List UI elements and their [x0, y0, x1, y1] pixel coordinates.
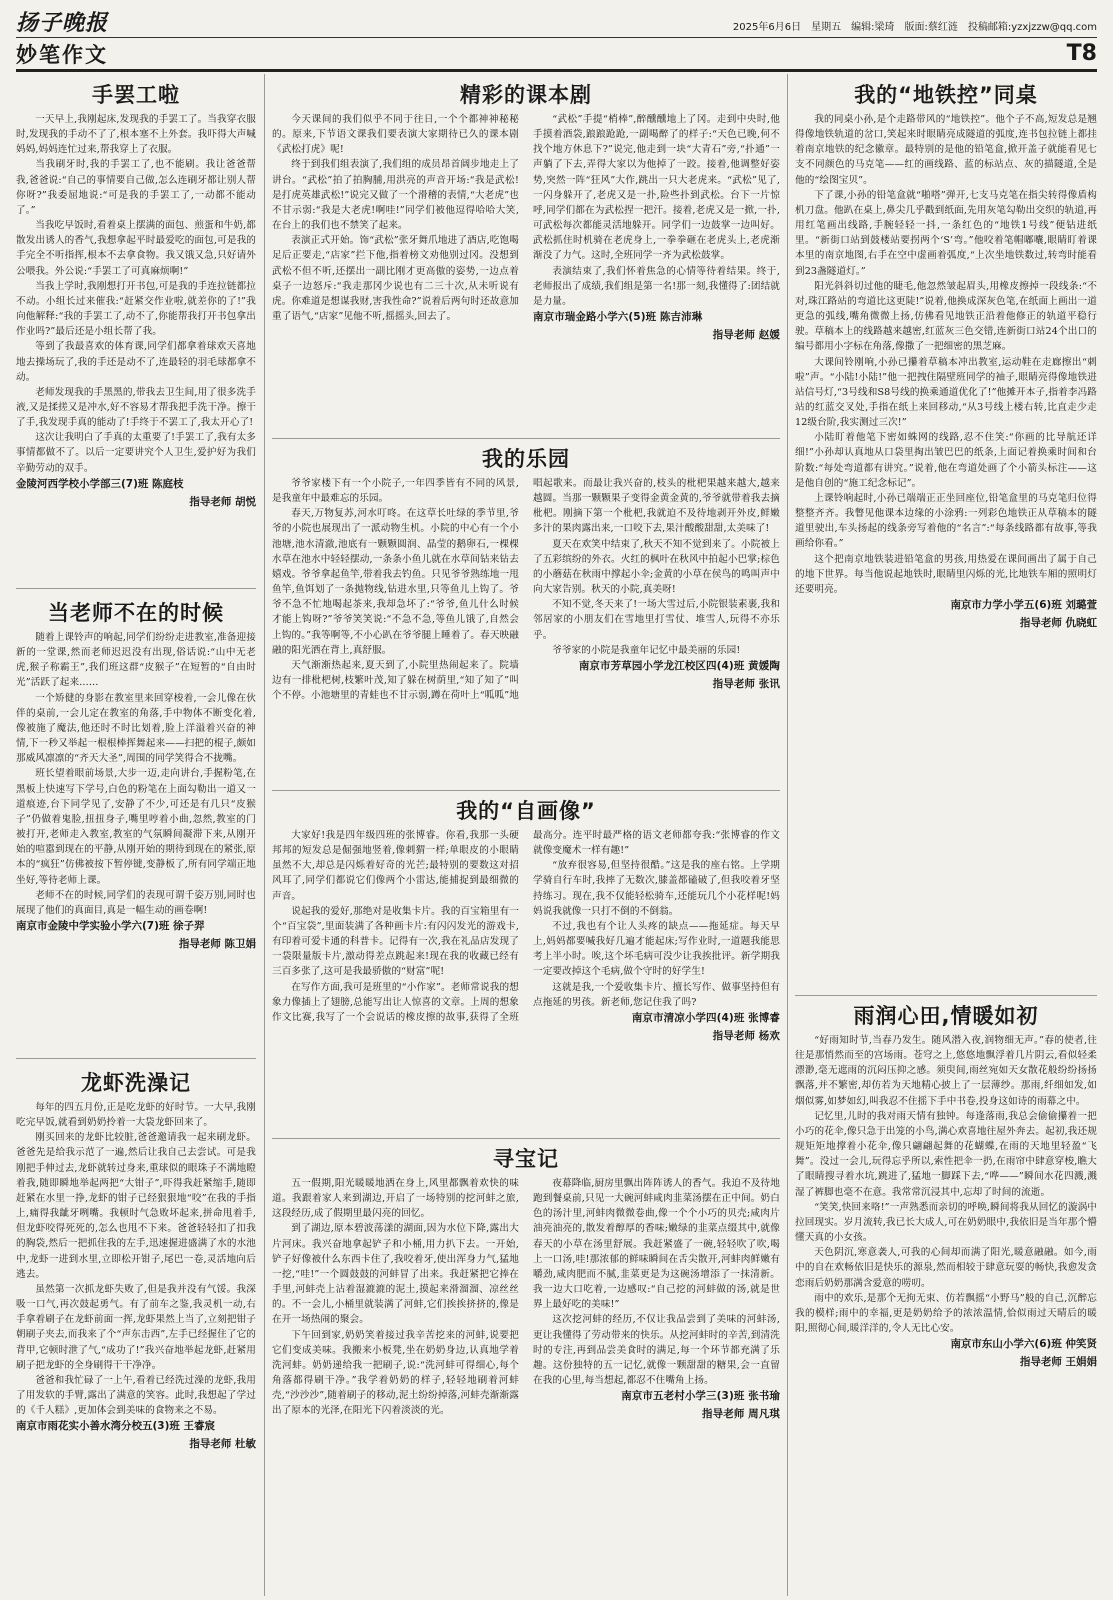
article-title: 当老师不在的时候 — [48, 601, 224, 625]
author-school: 南京市金陵中学实验小学六(7)班 徐子羿 — [16, 919, 205, 932]
submission-email: 投稿邮箱:yzxjzzw@qq.com — [967, 22, 1097, 33]
section-divider — [272, 790, 780, 791]
paragraph: 一天早上,我刚起床,发现我的手罢工了。当我穿衣服时,发现我的手动不了了,根本塞不上外套。我吓得大声喊妈妈,妈妈连忙过来,帮我穿上了衣服。 — [16, 114, 256, 156]
author-school: 南京市五老村小学三(3)班 张书瑜 — [621, 1390, 780, 1403]
section-name: 妙笔作文 — [16, 41, 108, 67]
paragraph: 班长望着眼前场景,大步一迈,走向讲台,手握粉笔,在黑板上快速写下学号,白色的粉笔在上面勾勒出一道又一道痕迹,台下同学见了,安静了不少,可还是有几只“皮猴子”仍做着鬼脸,扭扭身子,嘴里哼着小曲,忽然,教室的门被打开,老师走入教室,教室的气氛瞬间凝滞下来,从刚开始的喧嚣到现在的平静,从刚开始的期待到现在的紧张,原本的“疯狂”仿佛被按下暂停键,变静板了,所有同学端正地坐好,等待老师上课。 — [16, 768, 256, 886]
paragraph: 阳光斜斜切过他的睫毛,他忽然皱起眉头,用橡皮擦掉一段线条:“不对,珠江路站的弯道比这更陡!”说着,他换成深灰色笔,在纸面上画出一道更急的弧线,嘴角微微上扬,仿佛看见地铁正沿着他修正的轨道平稳行驶。草稿本上的线路越来越密,红蓝灰三色交错,连新街口站24个出口的编号都用小字标在角落,像撒了一把细密的黑芝麻。 — [795, 280, 1097, 353]
instructor: 指导老师 周凡琪 — [702, 1408, 780, 1421]
article-credit — [16, 476, 256, 512]
article-treasure-hunt — [272, 1142, 780, 1596]
paragraph: 这次挖河蚌的经历,不仅让我品尝到了美味的河蚌汤,更让我懂得了劳动带来的快乐。从挖河蚌时的辛苦,到清洗时的专注,再到品尝美食时的满足,每一个环节都充满了乐趣。这份独特的五一记忆,就像一颗甜甜的糖果,会一直留在我的心里,每当想起,都忍不住嘴角上扬。 — [533, 1314, 780, 1387]
article-credit — [533, 1010, 780, 1046]
paragraph: 在写作方面,我可是班里的“小作家”。老师常说我的想象力像插上了翅膀,总能写出让人惊喜的文章。上周的想象作文比赛,我写了一个会说话的橡皮擦的故事,获得了全班最高分。连平时最严格的语文老师都夸我:“张博睿的作文就像变魔术一样有趣!” — [272, 830, 780, 1023]
article-subway-deskmate — [795, 78, 1097, 991]
paragraph: 今天课间的我们似乎不同于往日,一个个都神神秘秘的。原来,下节语文课我们要表演大家期待已久的课本剧《武松打虎》呢! — [272, 114, 519, 156]
instructor: 指导老师 仇晓虹 — [1019, 616, 1097, 629]
paragraph: 天色阴沉,寒意袭人,可我的心间却而满了阳光,暖意融融。如今,雨中的自在欢畅依旧是快乐的源泉,然而相较于肆意玩耍的畅快,我愈发贪恋雨后奶奶那满含爱意的唠叨。 — [795, 1247, 1097, 1289]
paragraph: 当我上学时,我刚想打开书包,可是我的手连拉链都拉不动。小组长过来催我:“赶紧交作业啦,就差你的了!”我向他解释:“我的手罢工了,动不了,你能帮我打开书包拿出作业吗?”最后还是小组长帮了我。 — [16, 280, 256, 338]
section-divider — [16, 588, 256, 589]
masthead-info — [733, 18, 1097, 37]
paragraph: 这就是我,一个爱收集卡片、擅长写作、做事坚持但有点拖延的男孩。新老师,您记住我了吗? — [533, 981, 780, 1008]
paragraph: 不过,我也有个让人头疼的缺点——拖延症。每天早上,妈妈都要喊我好几遍才能起床;写作业时,一道题我能思考上半小时。唉,这个坏毛病可没少让我挨批评。新学期我一定要改掉这个毛病,做个守时的好学生! — [533, 920, 780, 978]
paragraph: 当我刷牙时,我的手罢工了,也不能刷。我让爸爸帮我,爸爸说:“自己的事情要自己做,怎么连刷牙都让别人帮你呀?”我委屈地说:“可是我的手罢工了,一动都不能动了。” — [16, 159, 256, 216]
paragraph: 大家好!我是四年级四班的张博睿。你看,我那一头硬邦邦的短发总是倔强地竖着,像刺猬一样;单眼皮的小眼睛虽然不大,却总是闪烁着好奇的光芒;最特别的要数这对招风耳了,同学们都说它们像两个小雷达,能捕捉到最细微的声音。 — [272, 830, 519, 902]
article-credit — [533, 658, 780, 694]
article-body — [16, 1100, 256, 1418]
article-credit — [16, 1418, 256, 1454]
instructor: 指导老师 陈卫娟 — [178, 937, 256, 950]
paragraph: 爷爷家楼下有一个小院子,一年四季皆有不同的风景,是我童年中最难忘的乐园。 — [272, 478, 519, 505]
editor-credit: 编辑:梁琦 — [851, 22, 895, 33]
paragraph: 这次让我明白了手真的太重要了!手罢工了,我有太多事情都做不了。以后一定要讲究个人卫生,爱护好为我们辛勤劳动的双手。 — [16, 432, 256, 474]
paragraph: “好雨知时节,当春乃发生。随风潜入夜,润物细无声。”春的使者,往往是那悄然而至的宫场雨。苍穹之上,悠悠地飘浮着几片阴云,看似轻柔漂渺,毫无遮雨的沉闷压抑之感。须臾间,雨丝宛如天女散花般纷纷扬扬飘落,并不繁密,却仿若为天地精心披上了一层薄纱。那雨,纤细如发,如烟似雾,如梦如幻,叫我忍不住摇下手中书卷,投身这如诗的雨幕之中。 — [795, 1035, 1097, 1107]
paragraph: 等到了我最喜欢的体育课,同学们都拿着球欢天喜地地去操场玩了,我的手还是动不了,连最轻的羽毛球都拿不动。 — [16, 341, 256, 383]
article-teacher-absent — [16, 596, 256, 1054]
paragraph: “武松”手提“梢棒”,醉醺醺地上了冈。走到中央时,他手摸着酒袋,踉踉跄跄,一副喝醉了的样子:“天色已晚,何不找个地方休息下?”说完,他走到一块“大青石”旁,“扑通”一声躺了下去,弄得大家以为他掉了一跤。接着,他调整好姿势,突然一阵“狂风”大作,跳出一只大老虎来。“武松”见了,一闪身躲开了,老虎又是一扑,险些扑到武松。台下一片惊呼,同学们都在为武松捏一把汗。接着,老虎又是一掀,一扑,可武松每次都能灵活地躲开。同学们一边鼓掌一边叫好。武松抓住时机骑在老虎身上,一拳拳砸在老虎头上,老虎渐渐没了力气。这时,全班同学一齐为武松鼓掌。 — [533, 114, 780, 262]
paragraph: 夜幕降临,厨房里飘出阵阵诱人的香气。我迫不及待地跑到餐桌前,只见一大碗河蚌咸肉韭菜汤摆在正中间。奶白色的汤汁里,河蚌肉微微卷曲,像一个个小巧的贝壳;咸肉片油亮油亮的,散发着醇厚的香味;嫩绿的韭菜点缀其中,就像春天的小草在汤里舒展。我赶紧盛了一碗,轻轻吹了吹,喝上一口汤,哇!那浓郁的鲜味瞬间在舌尖散开,河蚌肉鲜嫩有嚼劲,咸肉肥而不腻,韭菜更是为这碗汤增添了一抹清新。我一边大口吃着,一边感叹:“自己挖的河蚌做的汤,就是世界上最好吃的美味!” — [533, 1178, 780, 1311]
article-hands-strike — [16, 78, 256, 584]
article-crayfish-bath — [16, 1066, 256, 1596]
author-school: 南京市东山小学六(6)班 仲笑贤 — [950, 1338, 1097, 1351]
article-textbook-play — [272, 78, 780, 434]
column-divider — [787, 74, 788, 1596]
article-body — [272, 1176, 780, 1424]
instructor: 指导老师 张讯 — [712, 677, 780, 690]
article-body — [16, 112, 256, 476]
author-school: 南京市芳草园小学龙江校区四(4)班 黄媛陶 — [578, 659, 780, 672]
article-credit — [533, 1388, 780, 1424]
paragraph: 夏天在欢笑中结束了,秋天不知不觉到来了。小院被上了五彩缤纷的外衣。火红的枫叶在秋风中拍起小巴掌;棕色的小蘑菇在秋雨中撑起小伞;金黄的小草在侯鸟的鸣叫声中向大家告别。秋天的小院,真美呀! — [533, 538, 780, 596]
column-divider — [264, 74, 265, 1596]
paragraph: 到了湖边,原本碧波荡漾的湖面,因为水位下降,露出大片河床。我兴奋地拿起铲子和小桶,用力扒下去。一开始,铲子好像被什么东西卡住了,我咬着牙,使出浑身力气,猛地一挖,“哇!”一个圆鼓鼓的河蚌冒了出来。我赶紧把它捧在手里,河蚌壳上沾着湿漉漉的泥土,摸起来滑溜溜、凉丝丝的。不一会儿,小桶里就装满了河蚌,它们挨挨挤挤的,像是在开一场热闹的聚会。 — [272, 1223, 519, 1326]
paragraph: 老师不在的时候,同学们的表现可谓千姿万别,同时也展现了他们的真面目,真是一幅生动的画卷啊! — [16, 889, 256, 916]
instructor: 指导老师 王娟娟 — [1019, 1355, 1097, 1368]
paragraph: 每年的四五月份,正是吃龙虾的好时节。一大早,我刚吃完早饭,就看到奶奶拎着一大袋龙虾回来了。 — [16, 1102, 256, 1129]
paragraph: “笑笑,快回来咯!”一声熟悉而亲切的呼唤,瞬间将我从回忆的漩涡中拉回现实。岁月流转,我已长大成人,可在奶奶眼中,我依旧是当年那个懵懂天真的小女孩。 — [795, 1201, 1097, 1244]
article-my-paradise — [272, 442, 780, 786]
instructor: 指导老师 杨欢 — [712, 1029, 780, 1042]
paragraph: 大课间铃刚响,小孙已攥着草稿本冲出教室,运动鞋在走廊擦出“刺啦”声。“小陆!小陆!”他一把拽住隔壁班同学的袖子,眼睛亮得像地铁进站信号灯,“3号线和S8号线的换乘通道优化了!”他摊开本子,指着李冯路站的红蓝交叉处,手指在纸上来回移动,“从3号线上楼右转,比直走少走12级台阶,我实测过三次!” — [795, 356, 1097, 429]
paragraph: 我的同桌小孙,是个走路带风的“地铁控”。他个子不高,短发总是翘得像地铁轨道的岔口,笑起来时眼睛亮成隧道的弧度,连书包拉链上都挂着南京地铁的纪念徽章。最特别的是他的铅笔盒,掀开盖子就能看见七支不同颜色的马克笔——红的画线路、蓝的标站点、灰的描隧道,全是他的“绘图宝贝”。 — [795, 114, 1097, 186]
section-bar — [16, 38, 1097, 72]
paragraph: 老师发现我的手黑黑的,带我去卫生间,用了很多洗手液,又是揉搓又是冲水,好不容易才帮我把手洗干净。擦干了手,我发现手真的能动了!手终于不罢工了,我太开心了! — [16, 386, 256, 429]
section-divider — [272, 438, 780, 439]
author-school: 南京市雨花实小善水湾分校五(3)班 王睿宸 — [16, 1420, 216, 1433]
article-title: 精彩的课本剧 — [460, 83, 592, 107]
paragraph: 随着上课铃声的响起,同学们纷纷走进教室,准备迎接新的一堂课,然而老师迟迟没有出现,俗话说:“山中无老虎,猴子称霸王”,我们班这群“皮猴子”在短暂的“自由时光”活跃了起来…… — [16, 632, 256, 689]
paragraph: 小陆盯着他笔下密如蛛网的线路,忍不住笑:“你画的比导航还详细!”小孙却认真地从口袋里掏出皱巴巴的纸条,上面记着换乘时间和台阶数:“每处弯道都有讲究。”说着,他在弯道处画了个小箭头标注——这是他自创的“施工纪念标记”。 — [795, 432, 1097, 489]
article-title: 我的“自画像” — [456, 799, 596, 823]
paragraph: 爷爷家的小院是我童年记忆中最美丽的乐园! — [552, 644, 741, 656]
article-credit — [795, 597, 1097, 633]
section-divider — [795, 995, 1097, 996]
layout-credit: 版面:蔡红涟 — [904, 22, 958, 33]
masthead — [16, 8, 1097, 38]
article-credit — [16, 918, 256, 954]
issue-date: 2025年6月6日 — [732, 22, 802, 33]
article-rain-warmth — [795, 999, 1097, 1596]
article-body — [272, 112, 780, 345]
article-credit — [533, 309, 780, 345]
paragraph: 表演正式开始。饰“武松”张牙舞爪地进了酒店,吃饱喝足后正要走,“店家”拦下他,指着榜文劝他别过冈。没想到武松不但不听,还摆出一副比刚才更高傲的姿势,一边点着桌子一边怒斥:“我走那冈少说也有二三十次,从未听说有虎。你难道是想谋我财,害我性命?”说着后两句时还故意加重了语气,“店家”见他不听,摇摇头,回去了。 — [272, 235, 519, 323]
paragraph: 天气渐渐热起来,夏天到了,小院里热闹起来了。院墙边有一排枇杷树,枝繁叶茂,知了躲在树荫里,“知了知了”叫个不停。小池塘里的青蛙也不甘示弱,蹲在荷叶上“呱呱”地唱起歌来。而最让我兴奋的,枝头的枇杷果越来越大,越来越圆。当那一颗颗果子变得金黄金黄的,爷爷就带着我去摘枇杷。刚摘下第一个枇杷,我就迫不及待地剥开外皮,鲜嫩多汁的果肉露出来,一口咬下去,果汁酸酸甜甜,太美味了! — [272, 478, 780, 702]
paragraph: 下了课,小孙的铅笔盒就“啪嗒”弹开,七支马克笔在指尖转得像盾构机刀盘。他趴在桌上,鼻尖几乎戳到纸面,先用灰笔勾勒出交织的轨道,再用红笔画出线路,手腕轻轻一抖,一条红色的“地铁1号线”便钻进纸里。“新街口站到鼓楼站要拐两个‘S’弯。”他咬着笔帽嘟囔,眼睛盯着课本里的南京地图,右手在空中虚画着弧度,“上次坐地铁数过,转弯时能看到23盏隧道灯。” — [795, 189, 1097, 277]
author-school: 南京市清凉小学四(4)班 张博睿 — [631, 1011, 780, 1024]
paragraph: 表演结束了,我们怀着焦急的心情等待着结果。终于,老师报出了成绩,我们组是第一名!那一刻,我懂得了:团结就是力量。 — [533, 265, 780, 307]
instructor: 指导老师 胡悦 — [189, 495, 256, 508]
instructor: 指导老师 杜敏 — [189, 1438, 256, 1451]
article-body — [16, 630, 256, 918]
paragraph: 刚买回来的龙虾比较脏,爸爸邀请我一起来刷龙虾。爸爸先是给我示范了一遍,然后让我自己去尝试。可是我刚把手伸过去,龙虾就转过身来,重球似的眼珠子不满地瞪着我,随即瞬地举起两把“大钳子”,吓得我赶紧缩手,随即赶紧在水里一挣,龙虾的钳子已经狠狠地“咬”在我的手指上,痛得我龇牙咧嘴。我顿时气急败坏起来,拼命甩着手,但龙虾咬得死死的,怎么也甩不下来。爸爸轻轻扣了扣我的胸袋,然后一把抓住我的左手,迅速握进盛满了水的水池中,龙虾一进到水里,立即松开钳子,尾巴一卷,灵活地向后逃去。 — [16, 1132, 256, 1280]
paragraph: 春天,万物复苏,河水叮咚。在这草长吐绿的季节里,爷爷的小院也展现出了一派动物生机。小院的中心有一个小池塘,池水清澈,池底有一颗颗圆润、晶莹的鹅卵石,一棵棵水草在池水中轻轻摆动,一条条小鱼儿就在水草间钻来钻去嬉戏。爷爷拿起鱼竿,带着我去钓鱼。只见爷爷熟练地一甩鱼竿,鱼饵划了一条抛物线,钻进水里,只等鱼儿上钩了。爷爷不急不忙地喝起茶来,我却急坏了:“爷爷,鱼儿什么时候才能上钩呀?”爷爷笑笑说:“不急不急,等鱼儿饿了,自然会上钩的。”我等啊等,不小心趴在爷爷腿上睡着了。春天映融融的阳光洒在背上,真舒服。 — [272, 508, 519, 656]
article-self-portrait — [272, 794, 780, 1134]
paragraph: 终于到我们组表演了,我们组的成员昂首阔步地走上了讲台。“武松”拍了拍胸脯,用洪亮的声音开场:“我是武松!是打虎英雄武松!”说完又做了一个滑稽的表情,“大老虎”也不甘示弱:“我是大老虎!啊哇!”同学们被他逗得哈哈大笑,在台上的我们也不禁笑了起来。 — [272, 159, 519, 232]
issue-weekday: 星期五 — [811, 22, 842, 33]
article-title: 手罢工啦 — [92, 83, 180, 107]
paragraph: 雨中的欢乐,是那个无拘无束、仿若飘摇“小野马”般的自己,沉醉忘我的模样;雨中的幸福,更是奶奶给予的浓浓温情,恰似雨过天晴后的暖阳,照彻心间,暖洋洋的,令人无比心安。 — [795, 1292, 1097, 1334]
section-divider — [16, 1058, 256, 1059]
paragraph: 爸爸和我忙碌了一上午,看着已经洗过澡的龙虾,我用了用发软的手臂,露出了满意的笑容。此时,我想起了学过的《千人糕》,更加体会到美味的食物来之不易。 — [16, 1374, 256, 1417]
article-title: 我的“地铁控”同桌 — [854, 83, 1038, 107]
author-school: 金陵河西学校小学部三(7)班 陈庭枝 — [16, 477, 184, 490]
article-body — [272, 828, 780, 1046]
article-title: 我的乐园 — [482, 447, 570, 471]
paragraph: 五一假期,阳光暖暖地洒在身上,风里都飘着欢快的味道。我跟着家人来到湖边,开启了一场特别的挖河蚌之旅,这段经历,成了假期里最闪亮的回忆。 — [272, 1178, 519, 1220]
article-body — [272, 476, 780, 703]
paragraph: 不知不觉,冬天来了!一场大雪过后,小院银装素裹,我和邻居家的小朋友们在雪地里打雪仗、堆雪人,玩得不亦乐乎。 — [533, 599, 780, 641]
paragraph: 一个矫健的身影在教室里来回穿梭着,一会儿像在伙伴的桌前,一会儿定在教室的角落,手中物体不断变化着,像被施了魔法,他还时不时比划着,脸上洋溢着兴奋的神情,下一秒又举起一根根棒挥舞起来——扫把的棍子,颇如那威风凛凛的“齐天大圣”,周围的同学笑得合不拢嘴。 — [16, 692, 256, 765]
paragraph: 记忆里,儿时的我对雨天情有独钟。每逢落雨,我总会偷偷攥着一把小巧的花伞,像只急于出笼的小鸟,满心欢喜地往屋外奔去。起初,我还规规矩矩地撑着小花伞,像只翩翩起舞的花蝴蝶,在雨的天地里轻盈“飞舞”。没过一会儿,玩得忘乎所以,索性把伞一扔,在雨帘中肆意穿梭,瞧大了眼睛搜寻着水坑,跳进了,猛地一脚踩下去,“哗——”瞬间水花四溅,溅湿了裤脚也毫不在意。我常常沉浸其中,忘却了时间的流逝。 — [795, 1110, 1097, 1198]
paragraph: 虽然第一次抓龙虾失败了,但是我并没有气馁。我深吸一口气,再次鼓起勇气。有了前车之鉴,我灵机一动,右手拿着刷子在龙虾前面一挥,龙虾果然上当了,立刻把钳子朝刷子夹去,而我来了个“声东击西”,左手已经握住了它的背甲,它顿时泄了气,“成功了!”我兴奋地举起龙虾,赶紧用刷子把龙虾的全身刷得干干净净。 — [16, 1283, 256, 1371]
paragraph: 当我吃早饭时,看着桌上摆满的面包、煎蛋和牛奶,都散发出诱人的香气,我想拿起平时最爱吃的面包,可是我的手完全不听指挥,根本不去拿食物。我又饿又急,只好请外公喂我。外公说:“手罢工了可真麻烦啊!” — [16, 220, 256, 277]
paragraph: 下午回到家,奶奶笑着接过我辛苦挖来的河蚌,说要把它们变成美味。我搬来小板凳,坐在奶奶身边,认真地学着洗河蚌。奶奶递给我一把刷子,说:“洗河蚌可得细心,每个角落都得刷干净。”我学着奶奶的样子,轻轻地刷着河蚌壳,“沙沙沙”,随着刷子的移动,泥土纷纷掉落,河蚌壳渐渐露出了原本的光泽,在阳光下闪着淡淡的光。 — [272, 1329, 519, 1417]
article-body — [795, 1033, 1097, 1336]
author-school: 南京市瑞金路小学六(5)班 陈吉沛琳 — [533, 311, 703, 324]
article-title: 龙虾洗澡记 — [81, 1071, 191, 1095]
paragraph: 这个把南京地铁装进铅笔盒的男孩,用热爱在课间画出了属于自己的地下世界。每当他说起地铁时,眼睛里闪烁的光,比地铁车厢的照明灯还要明亮。 — [795, 553, 1097, 595]
section-divider — [272, 1138, 780, 1139]
article-body — [795, 112, 1097, 597]
page-number: T8 — [1066, 41, 1097, 66]
newspaper-name: 扬子晚报 — [16, 10, 109, 36]
author-school: 南京市力学小学五(6)班 刘璐萱 — [950, 599, 1097, 611]
paragraph: 上课铃响起时,小孙已端端正正坐回座位,铅笔盒里的马克笔归位得整整齐齐。我瞥见他课本边缘的小涂鸦:一列彩色地铁正从草稿本的隧道里驶出,车头扬起的线条旁写着他的“名言”:“每条线路都有故事,等我画给你看。” — [795, 492, 1097, 550]
instructor: 指导老师 赵媛 — [712, 328, 780, 341]
article-title: 寻宝记 — [493, 1147, 559, 1171]
paragraph: “放弃很容易,但坚持很酷。”这是我的座右铭。上学期学骑自行车时,我摔了无数次,膝盖都磕破了,但我咬着牙坚持练习。现在,我不仅能轻松骑车,还能玩几个小花样呢!妈妈说我就像一只打不倒的不倒翁。 — [533, 860, 780, 917]
article-credit — [795, 1336, 1097, 1372]
article-title: 雨润心田,情暖如初 — [853, 1004, 1039, 1028]
paragraph: 说起我的爱好,那绝对是收集卡片。我的百宝箱里有一个“百宝袋”,里面装满了各种画卡片:有闪闪发光的游戏卡,有印着可爱卡通的科普卡。记得有一次,我在礼品店发现了一袋限量版卡片,激动得差点跳起来!现在我的收藏已经有三百多张了,这可是我最骄傲的“财富”呢! — [272, 905, 519, 978]
